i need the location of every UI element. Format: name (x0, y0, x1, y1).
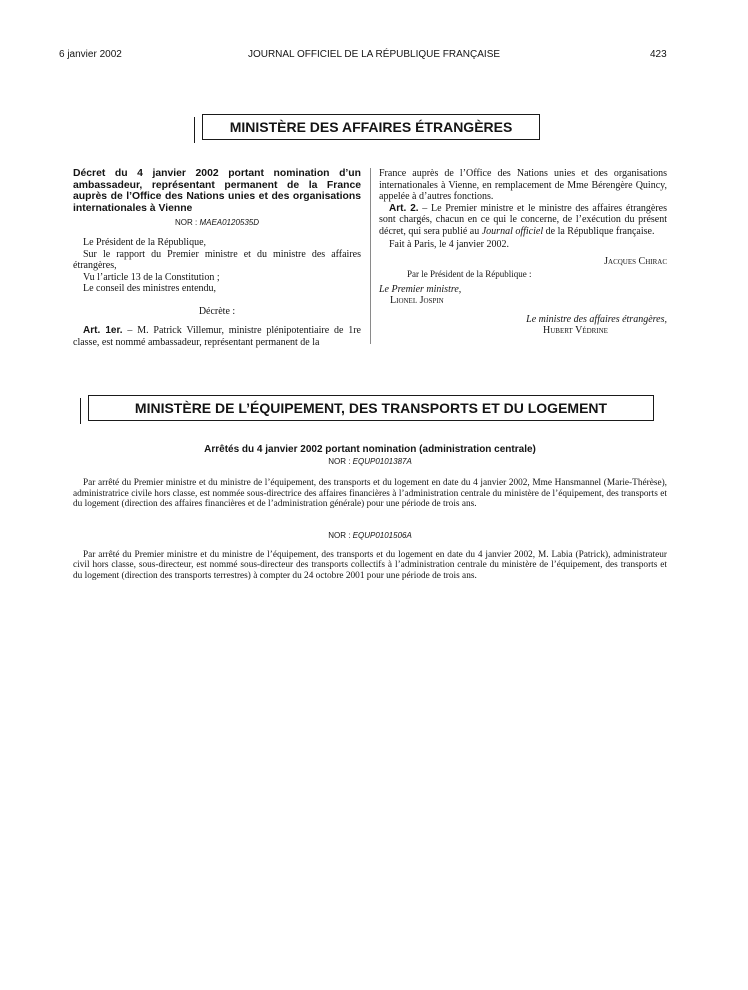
paragraph-vu: Vu l’article 13 de la Constitution ; (83, 271, 220, 283)
article-1-label: Art. 1er. (83, 325, 123, 336)
nor-label: NOR : (328, 457, 351, 466)
paragraph-rapport: Sur le rapport du Premier ministre et du ministre des affaires étrangères, (73, 248, 361, 271)
article-2-text-b: de la République française. (543, 225, 655, 237)
header-page-number: 423 (650, 49, 667, 60)
nor-label: NOR : (174, 218, 198, 227)
article-2 (379, 203, 667, 238)
signature-chirac: Jacques Chirac (604, 255, 667, 267)
article-2-text-a: – Le Premier ministre et le ministre des affaires étrangères sont chargés, chacun en ce qui le concerne, de l’exécution du présent décret, qui sera publié au (379, 202, 667, 237)
section2-body (73, 444, 667, 582)
article-1-text: – M. Patrick Villemur, ministre plénipotentiaire de 1re classe, est nommé ambassadeur, représentant permanent de la (73, 325, 361, 348)
arrete-labia: Par arrêté du Premier ministre et du ministre de l’équipement, des transports et du logement en date du 4 janvier 2002, M. Labia (Patrick), administrateur civil hors classe, sous-directeur, est nommé sous-directeur des transports collectifs à l’administration centrale du ministère de l’équipement, des transports et du logement (direction des transports terrestres) à compter du 24 octobre 2001 pour une période de trois ans. (73, 549, 667, 581)
paragraph-president: Le Président de la République, (83, 237, 207, 248)
article-1 (73, 325, 361, 348)
decree-title: Décret du 4 janvier 2002 portant nomination d’un ambassadeur, représentant permanent de la France auprès de l’Office des Nations unies et des organisations internationales à Vienne (73, 168, 361, 214)
header-journal-title: JOURNAL OFFICIEL DE LA RÉPUBLIQUE FRANÇAISE (247, 49, 501, 60)
nor-label: NOR : (328, 530, 351, 540)
nor-code-2: EQUP0101506A (352, 530, 412, 540)
header-date: 6 janvier 2002 (59, 49, 122, 60)
nor-line (73, 218, 361, 227)
fait-a-paris: Fait à Paris, le 4 janvier 2002. (389, 239, 509, 250)
article-2-label: Art. 2. (389, 202, 419, 214)
arrete-hansmannel: Par arrêté du Premier ministre et du ministre de l’équipement, des transports et du logement en date du 4 janvier 2002, Mme Hansmannel (Marie-Thérèse), administratrice civile hors classe, est nommée sous-directrice des affaires financières à l’administration centrale du ministère de l’équipement, des transports et du logement (direction des affaires financières et de l’administration générale) pour une période de trois ans. (73, 478, 667, 510)
paragraph-conseil: Le conseil des ministres entendu, (83, 283, 217, 294)
article-1-continuation: France auprès de l’Office des Nations unies et des organisations internationales à Vienne, en remplacement de Mme Bérengère Quincy, appelée à d’autres fonctions. (379, 168, 667, 202)
ministry-title: MINISTÈRE DE L’ÉQUIPEMENT, DES TRANSPORTS ET DU LOGEMENT (134, 400, 608, 416)
left-column (73, 168, 361, 348)
column-separator (370, 168, 371, 344)
ministry-box-equipement (88, 395, 654, 421)
ministry-box-affaires-etrangeres (202, 114, 540, 140)
nor-line-2 (73, 531, 667, 540)
nor-code-1: EQUP0101387A (352, 457, 412, 466)
ministre-affaires-etrangeres-title: Le ministre des affaires étrangères, (526, 313, 667, 325)
premier-ministre-title: Le Premier ministre, (379, 283, 462, 295)
ministry-title: MINISTÈRE DES AFFAIRES ÉTRANGÈRES (229, 119, 513, 135)
signature-vedrine: Hubert Védrine (543, 324, 608, 336)
signature-jospin: Lionel Jospin (390, 294, 444, 306)
nor-line-1 (73, 457, 667, 466)
nor-code: MAEA0120535D (199, 218, 260, 227)
article-2-journal: Journal officiel (481, 225, 544, 237)
arretes-title: Arrêtés du 4 janvier 2002 portant nomination (administration centrale) (204, 444, 536, 455)
par-le-president: Par le Président de la République : (407, 268, 532, 279)
right-column (379, 168, 667, 336)
decrete: Décrète : (198, 305, 236, 317)
